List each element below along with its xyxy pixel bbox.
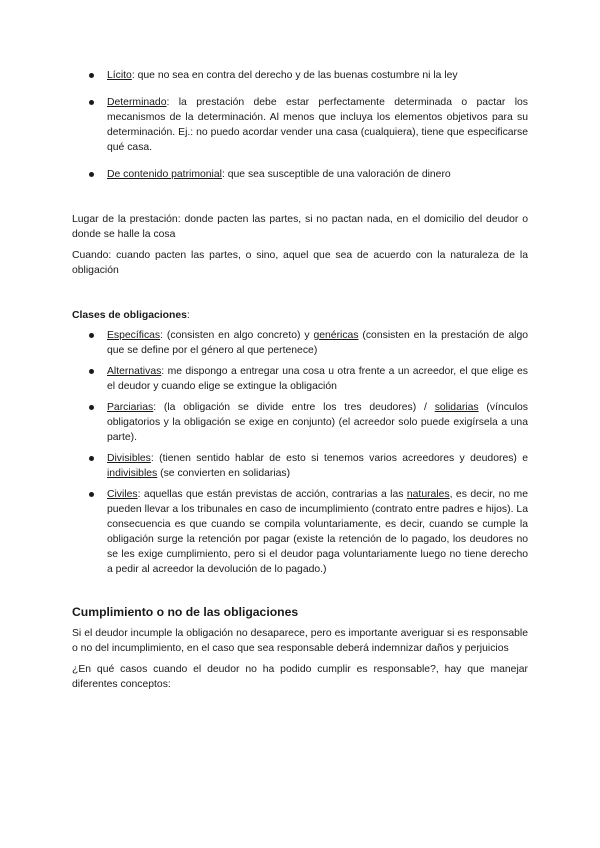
bullet-icon (89, 405, 94, 410)
term-licito: Lícito (107, 70, 132, 81)
list-item (72, 95, 528, 155)
cuando-paragraph: Cuando: cuando pacten las partes, o sino, aquel que sea de acuerdo con la naturaleza de la obligación (72, 250, 528, 276)
cumplimiento-paragraph-2: ¿En qué casos cuando el deudor no ha podido cumplir es responsable?, hay que manejar diferentes conceptos: (72, 664, 528, 690)
lugar-paragraph: Lugar de la prestación: donde pacten las partes, si no pactan nada, en el domicilio del deudor o donde se halle la cosa (72, 214, 528, 240)
cumplimiento-paragraph-1: Si el deudor incumple la obligación no desaparece, pero es importante averiguar si es responsable o no del incumplimiento, en el caso que sea responsable deberá indemnizar daños y perjuicios (72, 628, 528, 654)
list-item: Alternativas: me dispongo a entregar una cosa u otra frente a un acreedor, el que elige es el deudor y cuando elige se extingue la obligación (72, 364, 528, 394)
bullet-icon (89, 369, 94, 374)
term-civiles: Civiles (107, 489, 138, 500)
clases-heading: Clases de obligaciones: (72, 310, 190, 321)
requisitos-list (72, 68, 528, 182)
bullet-icon (89, 73, 94, 78)
item-text: : que no sea en contra del derecho y de las buenas costumbre ni la ley (131, 70, 458, 81)
bullet-icon (89, 333, 94, 338)
term-indivisibles: indivisibles (107, 468, 158, 479)
list-item: Específicas: (consisten en algo concreto) y genéricas (consisten en la prestación de algo que se define por el género al que pertenece) (72, 328, 528, 358)
term-divisibles: Divisibles (107, 453, 151, 464)
item-text: : que sea susceptible de una valoración de dinero (221, 169, 451, 180)
term-naturales: naturales (406, 489, 450, 500)
list-item: Parciarias: (la obligación se divide entre los tres deudores) / solidarias (vínculos obligatorios y la obligación se exige en conjunto) (el acreedor solo puede exigírsela a una parte). (72, 400, 528, 445)
list-item: Divisibles: (tienen sentido hablar de esto si tenemos varios acreedores y deudores) e indivisibles (se convierten en solidarias) (72, 451, 528, 481)
list-item (72, 167, 528, 182)
term-parciarias: Parciarias (107, 402, 154, 413)
term-genericas: genéricas (313, 330, 359, 341)
item-text: : la prestación debe estar perfectamente determinada o pactar los mecanismos de la determinación. Al menos que incluya los elementos objetivos para su determinación. Ej.: no puedo acordar vender una casa (cualquiera), tiene que especificarse qué casa. (107, 97, 528, 153)
term-solidarias: solidarias (434, 402, 479, 413)
bullet-icon (89, 492, 94, 497)
term-patrimonial: De contenido patrimonial (107, 169, 222, 180)
term-especificas: Específicas (107, 330, 161, 341)
list-item (72, 68, 528, 83)
bullet-icon (89, 100, 94, 105)
term-determinado: Determinado (107, 97, 167, 108)
bullet-icon (89, 172, 94, 177)
clases-list (72, 328, 528, 577)
document-content (72, 68, 528, 692)
cumplimiento-heading: Cumplimiento o no de las obligaciones (72, 605, 299, 619)
bullet-icon (89, 456, 94, 461)
list-item: Civiles: aquellas que están previstas de acción, contrarias a las naturales, es decir, no me pueden llevar a los tribunales en caso de incumplimiento (contrato entre padres e hijos). La consecuencia es que cuando se compila voluntariamente, es decir, cuando se cumple la obligación surge la retención por pagar (existe la retención de lo pagado, los deudores no se les exige cumplimiento, pero si el deudor paga voluntariamente luego no tiene derecho a pedir al acreedor la devolución de lo pagado.) (72, 487, 528, 577)
term-alternativas: Alternativas (107, 366, 162, 377)
